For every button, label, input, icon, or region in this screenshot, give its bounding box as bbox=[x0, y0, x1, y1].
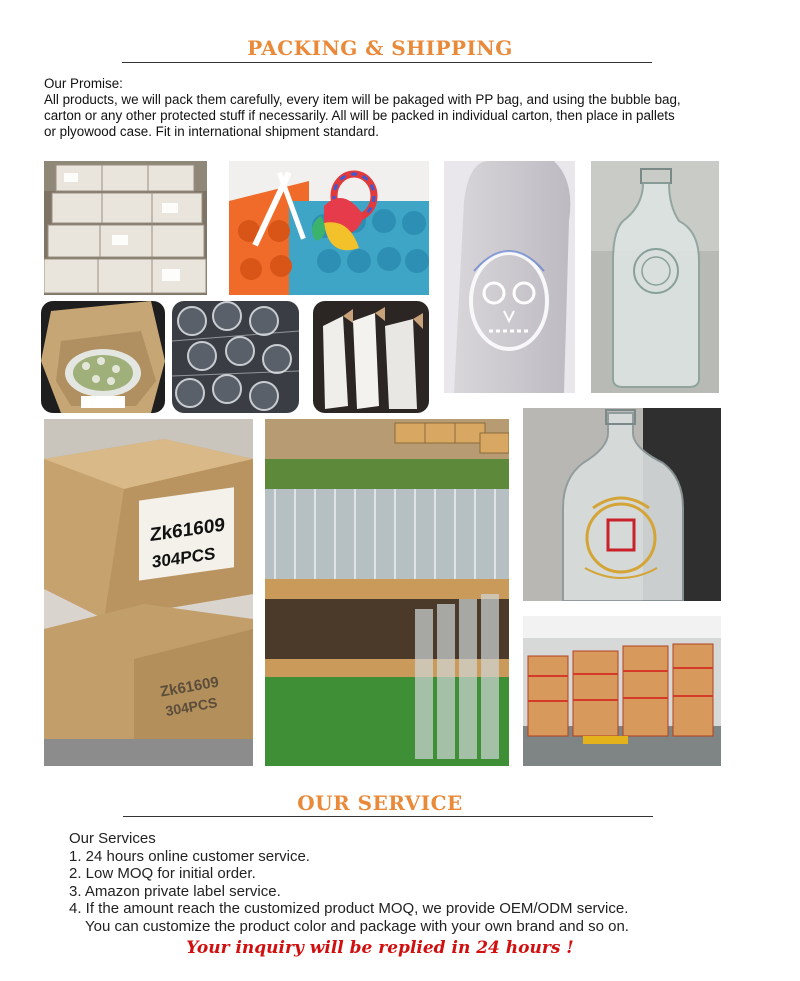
photo-warehouse-pallets bbox=[523, 616, 721, 766]
service-item-4-continuation: You can customize the product color and package with your own brand and so on. bbox=[85, 917, 629, 935]
box-label-lower-line1: Zk61609 bbox=[158, 673, 221, 701]
packing-shipping-title: PACKING & SHIPPING bbox=[247, 36, 513, 60]
service-item-2: 2. Low MOQ for initial order. bbox=[69, 865, 256, 882]
service-item-3: 3. Amazon private label service. bbox=[69, 882, 281, 900]
service-item-4: 4. If the amount reach the customized product MOQ, we provide OEM/ODM service. bbox=[69, 900, 629, 917]
promise-heading: Our Promise: bbox=[44, 76, 123, 91]
photo-stacked-cartons-warehouse bbox=[44, 161, 207, 295]
box-label-lower-line2: 304PCS bbox=[164, 694, 219, 719]
box-label-line1: Zk61609 bbox=[150, 514, 225, 547]
promise-line-1: All products, we will pack them carefully, every item will be pakaged with PP bag, and using the bubble bag, bbox=[44, 92, 681, 107]
photo-bubble-wrap-carton bbox=[41, 301, 165, 413]
packing-title-rule bbox=[122, 62, 652, 63]
our-service-title: OUR SERVICE bbox=[297, 791, 463, 815]
photo-labeled-cartons bbox=[44, 419, 253, 766]
services-list bbox=[69, 830, 629, 935]
promise-line-2: carton or any other protected stuff if necessarily. All will be packed in individual carton, then place in pallets bbox=[44, 108, 675, 123]
photo-glass-bottle-embossed bbox=[591, 161, 719, 393]
promise-block bbox=[44, 76, 744, 140]
box-label-line2: 304PCS bbox=[152, 543, 216, 572]
services-heading: Our Services bbox=[69, 830, 156, 847]
photo-gold-crest-bottle bbox=[523, 408, 721, 601]
photo-white-gift-boxes bbox=[313, 301, 429, 413]
service-title-rule bbox=[123, 816, 653, 817]
inquiry-note: Your inquiry will be replied in 24 hours ! bbox=[186, 938, 574, 958]
photo-bagged-bottle-lids bbox=[172, 301, 299, 413]
promise-line-3: or plyowood case. Fit in international shipment standard. bbox=[44, 124, 379, 139]
photo-frosted-skull-bottle bbox=[444, 161, 575, 393]
photo-pallets-of-bottles bbox=[265, 419, 509, 766]
service-item-1: 1. 24 hours online customer service. bbox=[69, 847, 310, 865]
photo-silicone-mold-teether bbox=[229, 161, 429, 295]
